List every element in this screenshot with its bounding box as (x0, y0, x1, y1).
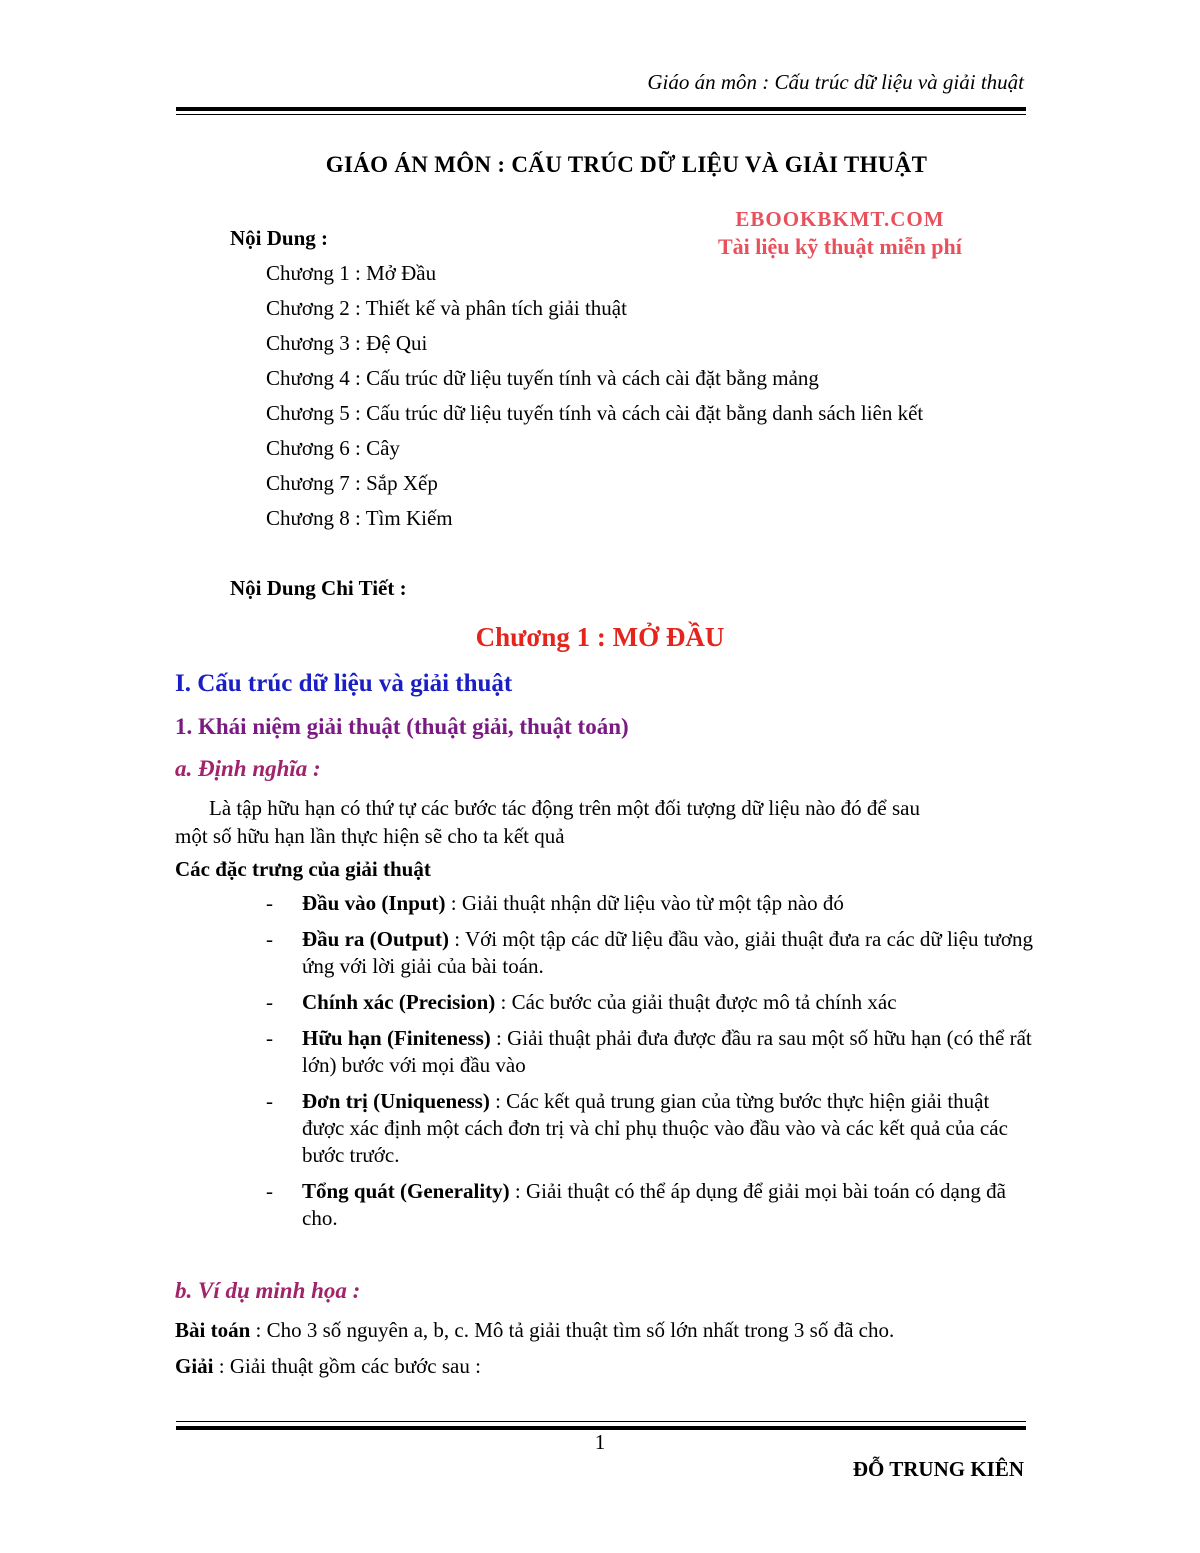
feature-item (266, 890, 1036, 917)
watermark (718, 205, 962, 261)
definition-paragraph (175, 794, 1035, 850)
bullet-dash: - (266, 927, 273, 951)
definition-heading: a. Định nghĩa : (175, 756, 321, 781)
feature-desc: : Các kết quả trung gian của từng bước thực hiện giải thuật được xác định một cách đơn trị và chỉ phụ thuộc vào đầu vào và các kết quả của các bước trước. (302, 1089, 1008, 1167)
problem-text: : Cho 3 số nguyên a, b, c. Mô tả giải thuật tìm số lớn nhất trong 3 số đã cho. (250, 1318, 895, 1342)
definition-line-2: một số hữu hạn lần thực hiện sẽ cho ta kết quả (175, 824, 565, 848)
header-rule-thick (176, 107, 1026, 111)
contents-item: Chương 4 : Cấu trúc dữ liệu tuyến tính và cách cài đặt bằng mảng (266, 366, 819, 390)
feature-item (266, 989, 1036, 1016)
problem-label: Bài toán (175, 1318, 251, 1342)
bullet-dash: - (266, 1089, 273, 1113)
watermark-line-1: EBOOKBKMT.COM (735, 207, 945, 231)
contents-label: Nội Dung : (230, 226, 329, 250)
contents-item: Chương 8 : Tìm Kiếm (266, 506, 453, 530)
feature-term: Đầu ra (Output) (302, 927, 450, 951)
header-rule-thin (176, 114, 1026, 115)
contents-item: Chương 5 : Cấu trúc dữ liệu tuyến tính và cách cài đặt bằng danh sách liên kết (266, 401, 924, 425)
chapter-title: Chương 1 : MỞ ĐẦU (475, 622, 725, 652)
features-label: Các đặc trưng của giải thuật (175, 857, 431, 881)
contents-list (266, 256, 923, 536)
feature-desc: : Với một tập các dữ liệu đầu vào, giải thuật đưa ra các dữ liệu tương ứng với lời giải của bài toán. (302, 927, 1034, 978)
contents-item: Chương 2 : Thiết kế và phân tích giải thuật (266, 296, 627, 320)
watermark-line-2: Tài liệu kỹ thuật miễn phí (718, 234, 962, 259)
features-list (266, 890, 1036, 1241)
subsection-heading: 1. Khái niệm giải thuật (thuật giải, thuật toán) (175, 714, 629, 739)
feature-desc: : Giải thuật nhận dữ liệu vào từ một tập nào đó (445, 891, 844, 915)
solution-line (175, 1354, 481, 1379)
footer-rule-thin (176, 1421, 1026, 1422)
running-header: Giáo án môn : Cấu trúc dữ liệu và giải thuật (647, 70, 1024, 94)
feature-item (266, 926, 1036, 980)
bullet-dash: - (266, 1179, 273, 1203)
feature-term: Đơn trị (Uniqueness) (302, 1089, 490, 1113)
bullet-dash: - (266, 1026, 273, 1050)
page-number: 1 (594, 1430, 606, 1454)
example-heading: b. Ví dụ minh họa : (175, 1278, 361, 1303)
contents-item: Chương 6 : Cây (266, 436, 400, 460)
section-heading: I. Cấu trúc dữ liệu và giải thuật (175, 670, 513, 697)
detail-label: Nội Dung Chi Tiết : (230, 576, 407, 600)
feature-item (266, 1178, 1036, 1232)
feature-desc: : Giải thuật phải đưa được đầu ra sau một số hữu hạn (có thể rất lớn) bước với mọi đầu vào (302, 1026, 1032, 1077)
feature-desc: : Giải thuật có thể áp dụng để giải mọi bài toán có dạng đã cho. (302, 1179, 1006, 1230)
document-title: GIÁO ÁN MÔN : CẤU TRÚC DỮ LIỆU VÀ GIẢI THUẬT (325, 152, 928, 177)
feature-term: Đầu vào (Input) (302, 891, 446, 915)
bullet-dash: - (266, 891, 273, 915)
author-name: ĐỖ TRUNG KIÊN (852, 1457, 1024, 1481)
feature-desc: : Các bước của giải thuật được mô tả chính xác (495, 990, 897, 1014)
solution-text: : Giải thuật gồm các bước sau : (213, 1354, 481, 1378)
feature-term: Chính xác (Precision) (302, 990, 496, 1014)
feature-term: Tổng quát (Generality) (302, 1179, 510, 1203)
feature-item (266, 1088, 1036, 1169)
feature-term: Hữu hạn (Finiteness) (302, 1026, 491, 1050)
solution-label: Giải (175, 1354, 214, 1378)
feature-item (266, 1025, 1036, 1079)
definition-line-1: Là tập hữu hạn có thứ tự các bước tác động trên một đối tượng dữ liệu nào đó để sau (209, 796, 920, 820)
problem-line (175, 1318, 894, 1343)
contents-item: Chương 3 : Đệ Qui (266, 331, 428, 355)
contents-item: Chương 1 : Mở Đầu (266, 261, 437, 285)
contents-item: Chương 7 : Sắp Xếp (266, 471, 438, 495)
bullet-dash: - (266, 990, 273, 1014)
